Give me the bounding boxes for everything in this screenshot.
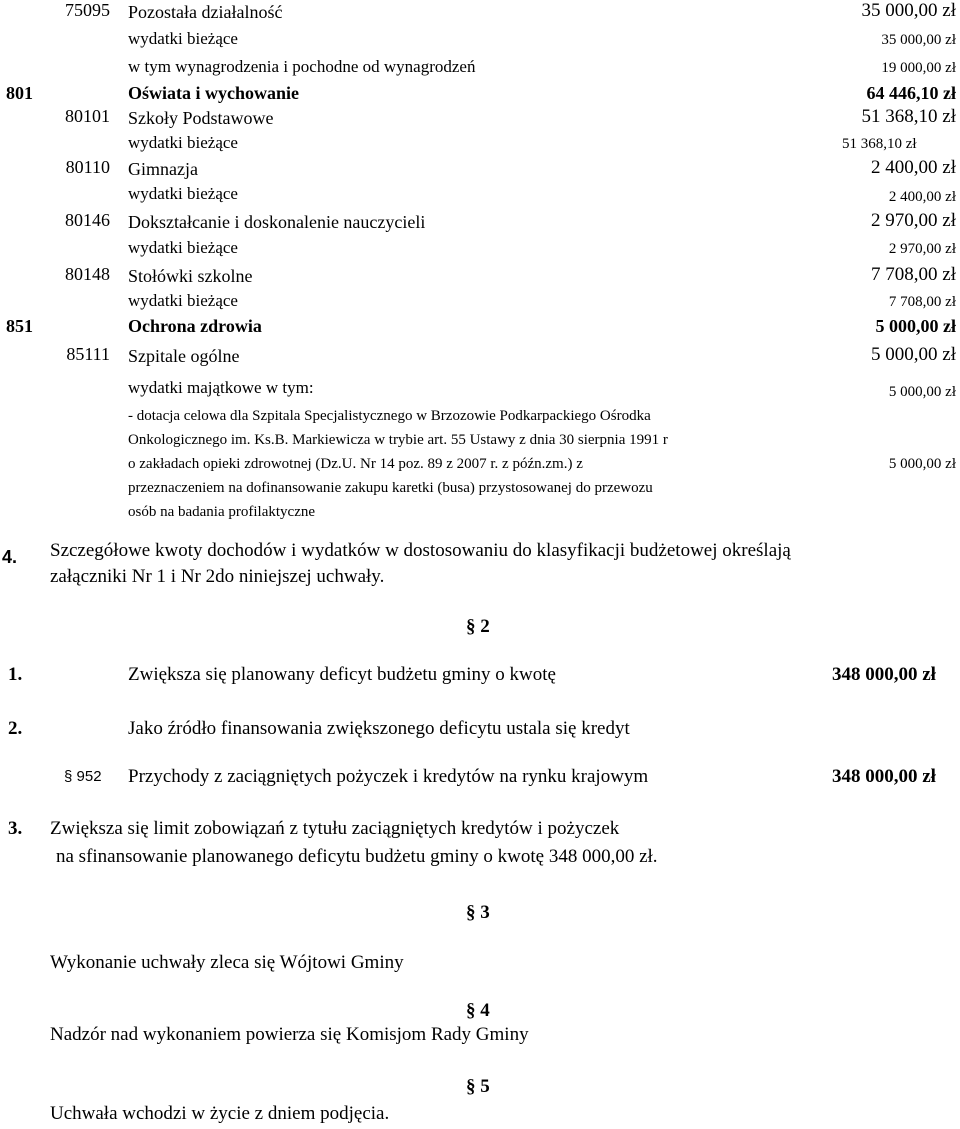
row-amount: 7 708,00 zł bbox=[871, 264, 956, 285]
row-label: wydatki bieżące bbox=[128, 238, 238, 257]
dotacja-line: przeznaczeniem na dofinansowanie zakupu karetki (busa) przystosowanej do przewozu bbox=[128, 480, 653, 496]
row-label: Oświata i wychowanie bbox=[128, 83, 299, 103]
row-amount: 35 000,00 zł bbox=[861, 0, 956, 21]
row-code: 851 bbox=[6, 316, 33, 336]
row-label: Stołówki szkolne bbox=[128, 266, 253, 286]
row-label: wydatki bieżące bbox=[128, 133, 238, 152]
row-amount: 64 446,10 zł bbox=[866, 83, 956, 103]
row-label: w tym wynagrodzenia i pochodne od wynagrodzeń bbox=[128, 57, 476, 76]
item-number: 2. bbox=[8, 718, 23, 739]
point-text: Szczegółowe kwoty dochodów i wydatków w dostosowaniu do klasyfikacji budżetowej określają bbox=[50, 540, 791, 561]
row-amount: 5 000,00 zł bbox=[875, 316, 956, 336]
dotacja-line: o zakładach opieki zdrowotnej (Dz.U. Nr 14 poz. 89 z 2007 r. z późn.zm.) z bbox=[128, 456, 583, 472]
section-text: Nadzór nad wykonaniem powierza się Komisjom Rady Gminy bbox=[50, 1024, 529, 1045]
point-text: załączniki Nr 1 i Nr 2do niniejszej uchwały. bbox=[50, 566, 385, 587]
item-text: Zwiększa się limit zobowiązań z tytułu zaciągniętych kredytów i pożyczek bbox=[50, 818, 620, 839]
row-label: wydatki bieżące bbox=[128, 29, 238, 48]
row-amount: 51 368,10 zł bbox=[861, 106, 956, 127]
row-amount: 5 000,00 zł bbox=[888, 384, 956, 400]
row-amount: 2 400,00 zł bbox=[888, 189, 956, 205]
row-code: 801 bbox=[6, 83, 33, 103]
row-label: Gimnazja bbox=[128, 159, 198, 179]
item-amount: 348 000,00 zł bbox=[832, 664, 936, 685]
row-label: wydatki bieżące bbox=[128, 291, 238, 310]
row-amount: 7 708,00 zł bbox=[888, 294, 956, 310]
section-heading: § 2 bbox=[466, 616, 490, 637]
row-code: 80101 bbox=[65, 106, 110, 126]
row-code: 80148 bbox=[65, 264, 110, 284]
row-code: 80110 bbox=[65, 157, 110, 177]
row-label: Ochrona zdrowia bbox=[128, 316, 262, 336]
row-label: Dokształcanie i doskonalenie nauczycieli bbox=[128, 212, 426, 232]
item-text: Zwiększa się planowany deficyt budżetu gminy o kwotę bbox=[128, 664, 556, 685]
item-text: na sfinansowanie planowanego deficytu budżetu gminy o kwotę 348 000,00 zł. bbox=[56, 846, 658, 867]
row-amount: 2 400,00 zł bbox=[871, 157, 956, 178]
section-heading: § 5 bbox=[466, 1076, 490, 1097]
dotacja-line: Onkologicznego im. Ks.B. Markiewicza w trybie art. 55 Ustawy z dnia 30 sierpnia 1991 r bbox=[128, 432, 668, 448]
section-text: Wykonanie uchwały zleca się Wójtowi Gminy bbox=[50, 952, 404, 973]
row-amount: 35 000,00 zł bbox=[881, 32, 956, 48]
item-number: 3. bbox=[8, 818, 23, 839]
item-amount: 348 000,00 zł bbox=[832, 766, 936, 787]
section-heading: § 4 bbox=[466, 1000, 490, 1021]
row-code: 75095 bbox=[65, 0, 110, 20]
row-amount: 2 970,00 zł bbox=[871, 210, 956, 231]
row-amount: 5 000,00 zł bbox=[871, 344, 956, 365]
row-label: wydatki majątkowe w tym: bbox=[128, 378, 314, 397]
section-heading: § 3 bbox=[466, 902, 490, 923]
item-text: Jako źródło finansowania zwiększonego deficytu ustala się kredyt bbox=[128, 718, 630, 739]
dotacja-line: - dotacja celowa dla Szpitala Specjalistycznego w Brzozowie Podkarpackiego Ośrodka bbox=[128, 408, 651, 424]
row-label: wydatki bieżące bbox=[128, 184, 238, 203]
row-code: 85111 bbox=[66, 344, 110, 364]
dotacja-amount: 5 000,00 zł bbox=[888, 456, 956, 472]
point-number: 4. bbox=[2, 547, 18, 567]
dotacja-line: osób na badania profilaktyczne bbox=[128, 504, 316, 520]
classification-code: § 952 bbox=[64, 768, 102, 785]
row-amount: 51 368,10 zł bbox=[842, 136, 917, 152]
row-code: 80146 bbox=[65, 210, 110, 230]
row-amount: 2 970,00 zł bbox=[888, 241, 956, 257]
section-text: Uchwała wchodzi w życie z dniem podjęcia. bbox=[50, 1103, 390, 1124]
row-label: Szpitale ogólne bbox=[128, 346, 240, 366]
row-label: Szkoły Podstawowe bbox=[128, 108, 274, 128]
row-label: Pozostała działalność bbox=[128, 2, 283, 22]
row-amount: 19 000,00 zł bbox=[881, 60, 956, 76]
item-number: 1. bbox=[8, 664, 23, 685]
item-text: Przychody z zaciągniętych pożyczek i kredytów na rynku krajowym bbox=[128, 766, 649, 787]
